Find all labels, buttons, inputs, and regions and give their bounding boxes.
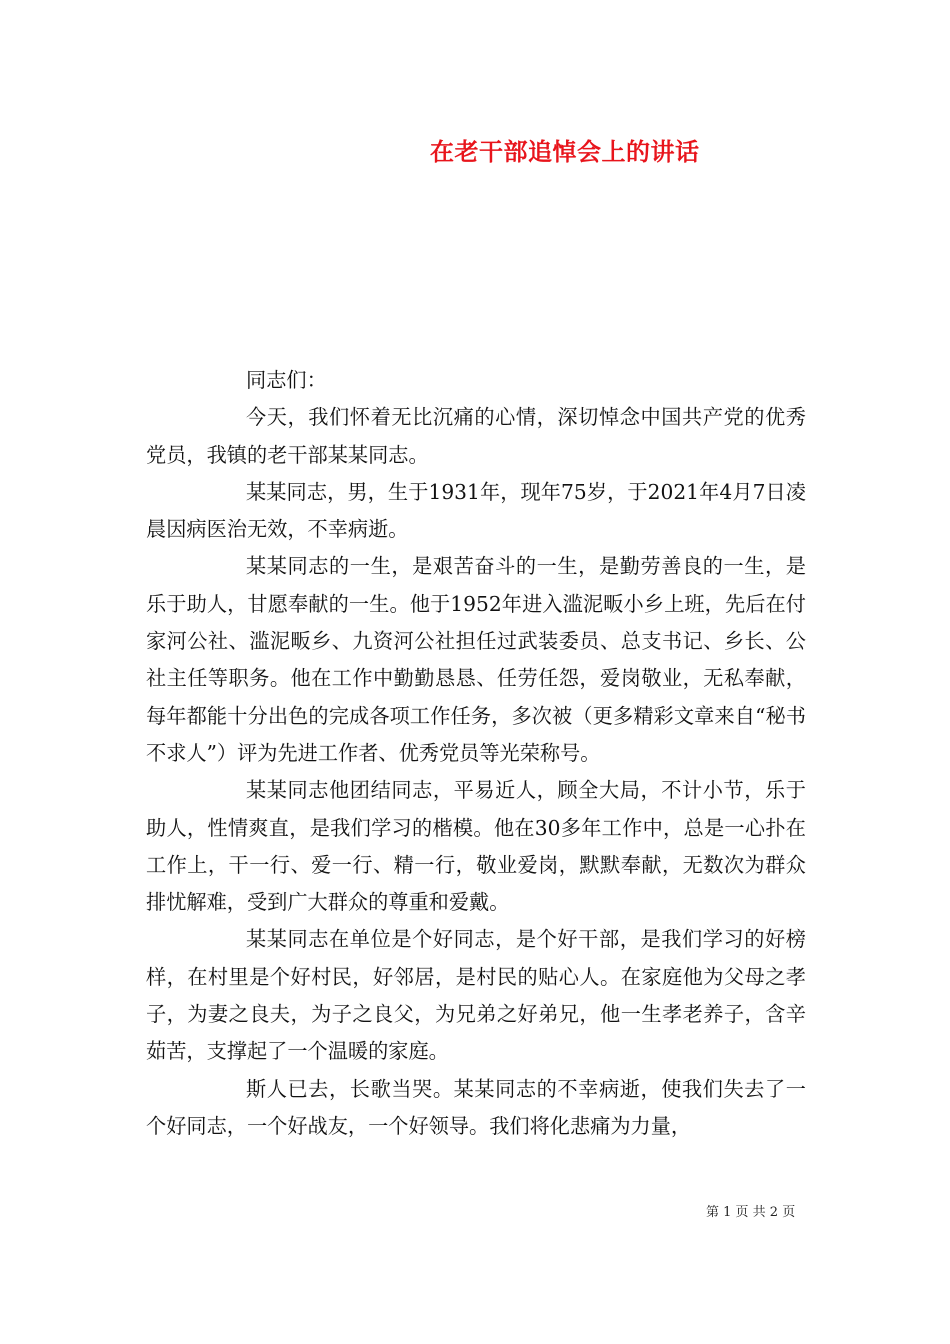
- page-number-footer: 第 1 页 共 2 页: [706, 1205, 796, 1220]
- opening-paragraph: 今天，我们怀着无比沉痛的心情，深切悼念中国共产党的优秀党员，我镇的老干部某某同志。: [146, 405, 806, 467]
- document-body: [146, 362, 806, 1145]
- document-title: 在老干部追悼会上的讲话: [430, 137, 700, 166]
- closing-paragraph: 斯人已去，长歌当哭。某某同志的不幸病逝，使我们失去了一个好同志，一个好战友，一个好领导。我们将化悲痛为力量，: [146, 1076, 806, 1138]
- career-paragraph: 某某同志的一生，是艰苦奋斗的一生，是勤劳善良的一生，是乐于助人，甘愿奉献的一生。他于1952年进入滥泥畈小乡上班，先后在付家河公社、滥泥畈乡、九资河公社担任过武装委员、总支书记、乡长、公社主任等职务。他在工作中勤勤恳恳、任劳任怨，爱岗敬业，无私奉献，每年都能十分出色的完成各项工作任务，多次被（更多精彩文章来自“秘书不求人”）评为先进工作者、优秀党员等光荣称号。: [146, 554, 806, 765]
- biography-paragraph: 某某同志，男，生于1931年，现年75岁，于2021年4月7日凌晨因病医治无效，不幸病逝。: [146, 479, 806, 542]
- salutation-paragraph: 同志们：: [246, 368, 327, 392]
- family-paragraph: 某某同志在单位是个好同志，是个好干部，是我们学习的好榜样，在村里是个好村民，好邻居，是村民的贴心人。在家庭他为父母之孝子，为妻之良夫，为子之良父，为兄弟之好弟兄，他一生孝老养子，含辛茹苦，支撑起了一个温暖的家庭。: [146, 927, 806, 1064]
- character-paragraph: 某某同志他团结同志，平易近人，顾全大局，不计小节，乐于助人，性情爽直，是我们学习的楷模。他在30多年工作中，总是一心扑在工作上，干一行、爱一行、精一行，敬业爱岗，默默奉献，无数次为群众排忧解难，受到广大群众的尊重和爱戴。: [146, 778, 806, 915]
